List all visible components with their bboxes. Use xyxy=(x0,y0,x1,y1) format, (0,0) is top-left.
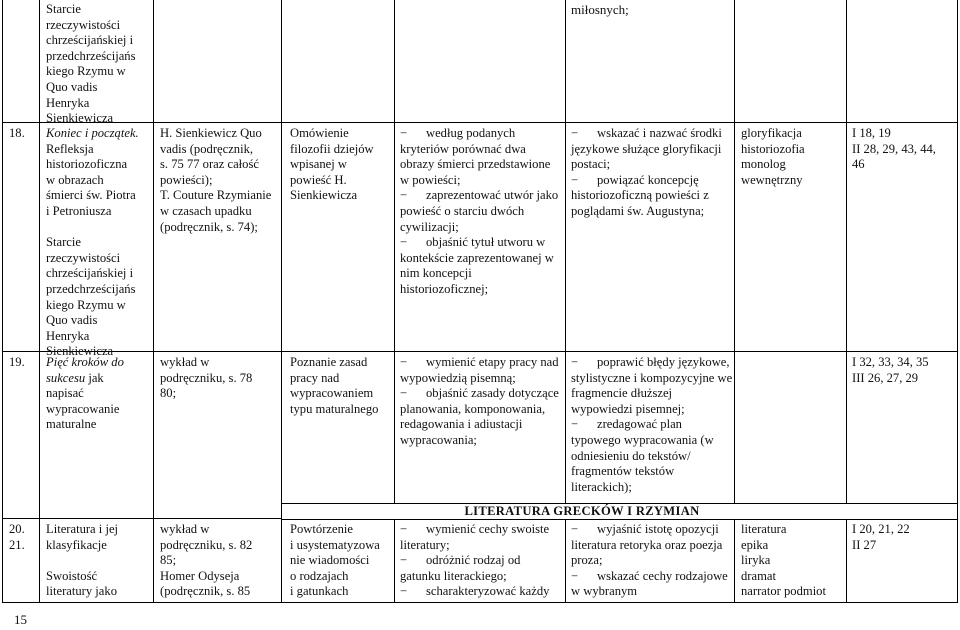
section-heading: LITERATURA GRECKÓW I RZYMIAN xyxy=(464,504,700,518)
goal-item: − objaśnić tytuł utworu w kontekście zaprezentowanej w nim koncepcji historiozoficznej; xyxy=(400,235,554,296)
col-sep-2 xyxy=(153,0,154,602)
goal-item: − wskazać cechy rodzajowe w wybranym xyxy=(571,568,728,599)
goal-item: − wymienić cechy swoiste literatury; xyxy=(400,522,550,552)
page-number: 15 xyxy=(14,612,27,627)
row-20-21-basic-goals xyxy=(400,522,562,600)
col-sep-5-top xyxy=(565,0,566,503)
row-19-materials: wykład w podręczniku, s. 78 80; xyxy=(160,355,253,401)
topic-title-italic: Koniec i początek. xyxy=(46,126,139,140)
row-18-topic-text: Koniec i początek. Refleksja historiozoficzna w obrazach śmierci św. Piotra i Petroniusza Starcie rzeczywistości chrześcijańskiej i przedchrześcijańs kiego Rzymu w Quo vadis Henryka Sienkiewicza xyxy=(46,126,139,359)
col-sep-7-top xyxy=(846,0,847,503)
row-sep-18-19 xyxy=(39,351,958,352)
row-18-number: 18. xyxy=(9,126,25,140)
goal-item: − wskazać i nazwać środki językowe służące gloryfikacji postaci; xyxy=(571,126,722,172)
row-19-exercises: I 32, 33, 34, 35 III 26, 27, 29 xyxy=(852,355,929,385)
goal-item: − wymienić etapy pracy nad wypowiedzią pisemną; xyxy=(400,355,559,385)
col-sep-6-bottom xyxy=(734,519,735,602)
row-18-terms: gloryfikacja historiozofia monolog wewnętrzny xyxy=(741,126,805,187)
row-18-materials: H. Sienkiewicz Quo vadis (podręcznik, s. 75 77 oraz całość powieści); T. Couture Rzymianie w czasach upadku (podręcznik, s. 74); xyxy=(160,126,272,234)
col-sep-4-top xyxy=(394,0,395,503)
table-border-right xyxy=(957,0,958,602)
top-fragment-goals: miłosnych; xyxy=(571,2,629,17)
row-19-number: 19. xyxy=(9,355,25,369)
row-20-21-terms: literatura epika liryka dramat narrator podmiot xyxy=(741,522,826,599)
row-19-basic-goals xyxy=(400,355,562,449)
row-18-exercises: I 18, 19 II 28, 29, 43, 44, 46 xyxy=(852,126,936,172)
row-19-content: Poznanie zasad pracy nad wypracowaniem typu maturalnego xyxy=(290,355,379,416)
goal-item: − powiązać koncepcję historiozoficzną powieści z poglądami św. Augustyna; xyxy=(571,172,709,218)
top-fragment-topic: Starcie rzeczywistości chrześcijańskiej i przedchrześcijańs kiego Rzymu w Quo vadis Henryka Sienkiewicza xyxy=(46,2,136,126)
goal-item: − objaśnić zasady dotyczące planowania, komponowania, redagowania i adiustacji wypracowania; xyxy=(400,386,559,447)
col-sep-1 xyxy=(39,0,40,602)
row-19-extended-goals xyxy=(571,355,733,495)
goal-item: − zaprezentować utwór jako powieść o starciu dwóch cywilizacji; xyxy=(400,188,559,234)
goal-item: − odróżnić rodzaj od gatunku literackiego; xyxy=(400,553,521,583)
topic-title-italic: Pięć kroków do sukcesu xyxy=(46,355,124,385)
row-20-21-exercises: I 20, 21, 22 II 27 xyxy=(852,522,910,552)
row-20-21-materials: wykład w podręczniku, s. 82 85; Homer Odyseja (podręcznik, s. 85 xyxy=(160,522,253,599)
row-20-21-content: Powtórzenie i usystematyzowa nie wiadomości o rodzajach i gatunkach xyxy=(290,522,380,599)
row-18-topic xyxy=(46,126,152,360)
goal-item: − poprawić błędy językowe, stylistyczne i kompozycyjne we fragmencie dłuższej wypowiedzi pisemnej; xyxy=(571,355,733,416)
row-20-21-topic: Literatura i jej klasyfikacje Swoistość literatury jako xyxy=(46,522,119,599)
col-sep-5-bottom xyxy=(565,519,566,602)
row-18-basic-goals xyxy=(400,126,562,298)
col-sep-7-bottom xyxy=(846,519,847,602)
row-20-21-extended-goals xyxy=(571,522,733,600)
goal-item: − według podanych kryteriów porównać dwa obrazy śmierci przedstawione w powieści; xyxy=(400,126,551,187)
row-20-21-number: 20. 21. xyxy=(9,522,25,552)
col-sep-4-bottom xyxy=(394,519,395,602)
row-19-topic: Pięć kroków do sukcesu jak napisać wypracowanie maturalne xyxy=(46,355,124,432)
table-border-bottom xyxy=(2,602,958,603)
row-sep-19-20-left xyxy=(2,518,282,519)
col-sep-6-top xyxy=(734,0,735,503)
goal-item: − scharakteryzować każdy xyxy=(400,584,550,599)
goal-item: − zredagować plan typowego wypracowania (w odniesieniu do tekstów/ fragmentów tekstów literackich); xyxy=(571,417,714,494)
row-18-extended-goals xyxy=(571,126,733,220)
row-18-content: Omówienie filozofii dziejów wpisanej w powieść H. Sienkiewicza xyxy=(290,126,374,203)
goal-item: − wyjaśnić istotę opozycji literatura retoryka oraz poezja proza; xyxy=(571,522,723,568)
row-sep-19-num xyxy=(2,351,39,352)
table-border-left xyxy=(2,0,3,602)
